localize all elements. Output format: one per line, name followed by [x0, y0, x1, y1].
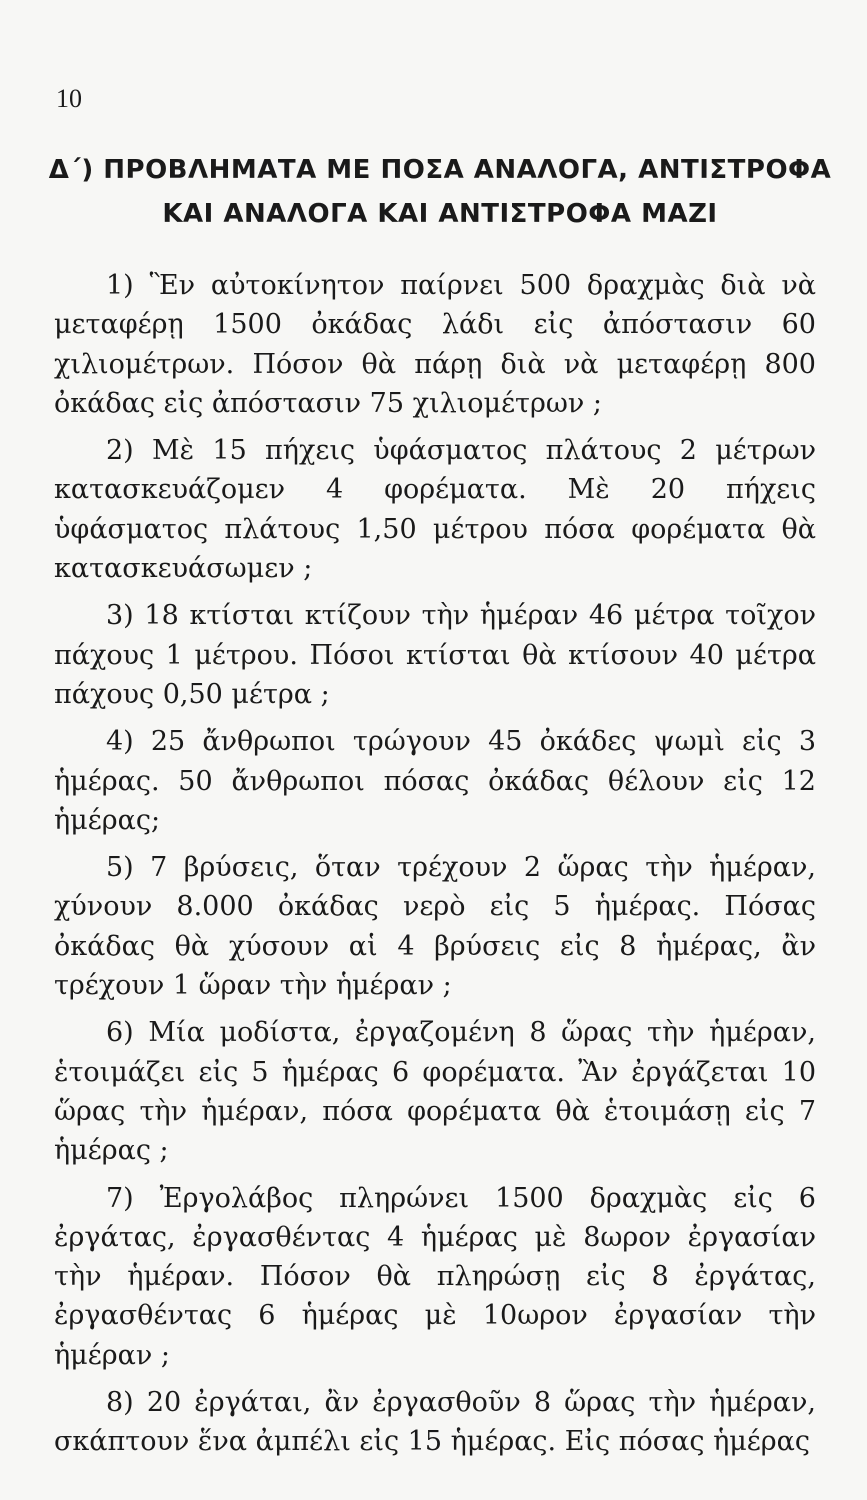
section-heading: [40, 148, 840, 236]
problem-6: 6) Μία μοδίστα, ἐργαζομένη 8 ὥρας τὴν ἡμέραν, ἑτοιμάζει εἰς 5 ἡμέρας 6 φορέματα. Ἂν ἐργάζεται 10 ὥρας τὴν ἡμέραν, πόσα φορέματα θὰ ἑτοιμάσῃ εἰς 7 ἡμέρας ;: [54, 1017, 816, 1167]
problem-5: 5) 7 βρύσεις, ὅταν τρέχουν 2 ὥρας τὴν ἡμέραν, χύνουν 8.000 ὀκάδας νερὸ εἰς 5 ἡμέρας. Πόσας ὀκάδας θὰ χύσουν αἱ 4 βρύσεις εἰς 8 ἡμέρας, ἂν τρέχουν 1 ὥραν τὴν ἡμέραν ;: [54, 852, 816, 1002]
problem-2: 2) Μὲ 15 πήχεις ὑφάσματος πλάτους 2 μέτρων κατασκευάζομεν 4 φορέματα. Μὲ 20 πήχεις ὑφάσματος πλάτους 1,50 μέτρου πόσα φορέματα θὰ κατασκευάσωμεν ;: [54, 435, 816, 585]
problem-1: 1) Ἓν αὐτοκίνητον παίρνει 500 δραχμὰς διὰ νὰ μεταφέρῃ 1500 ὀκάδας λάδι εἰς ἀπόστασιν 60 χιλιομέτρων. Πόσον θὰ πάρῃ διὰ νὰ μεταφέρῃ 800 ὀκάδας εἰς ἀπόστασιν 75 χιλιομέτρων ;: [54, 270, 816, 419]
problem-3: 3) 18 κτίσται κτίζουν τὴν ἡμέραν 46 μέτρα τοῖχον πάχους 1 μέτρου. Πόσοι κτίσται θὰ κτίσουν 40 μέτρα πάχους 0,50 μέτρα ;: [54, 600, 816, 710]
section-heading-line-2: ΚΑΙ ΑΝΑΛΟΓΑ ΚΑΙ ΑΝΤΙΣΤΡΟΦΑ ΜΑΖΙ: [162, 199, 718, 229]
page-number: 10: [56, 84, 82, 113]
problem-8: 8) 20 ἐργάται, ἂν ἐργασθοῦν 8 ὥρας τὴν ἡμέραν, σκάπτουν ἕνα ἀμπέλι εἰς 15 ἡμέρας. Εἰς πόσας ἡμέρας: [54, 1387, 816, 1458]
section-heading-line-1: Δ΄) ΠΡΟΒΛΗΜΑΤΑ ΜΕ ΠΟΣΑ ΑΝΑΛΟΓΑ, ΑΝΤΙΣΤΡΟΦΑ: [48, 155, 832, 185]
problem-7: 7) Ἐργολάβος πληρώνει 1500 δραχμὰς εἰς 6 ἐργάτας, ἐργασθέντας 4 ἡμέρας μὲ 8ωρον ἐργασίαν τὴν ἡμέραν. Πόσον θὰ πληρώσῃ εἰς 8 ἐργάτας, ἐργασθέντας 6 ἡμέρας μὲ 10ωρον ἐργασίαν τὴν ἡμέραν ;: [54, 1182, 816, 1371]
problem-list: [54, 266, 816, 1470]
problem-4: 4) 25 ἄνθρωποι τρώγουν 45 ὀκάδες ψωμὶ εἰς 3 ἡμέρας. 50 ἄνθρωποι πόσας ὀκάδας θέλουν εἰς 12 ἡμέρας;: [54, 726, 816, 836]
